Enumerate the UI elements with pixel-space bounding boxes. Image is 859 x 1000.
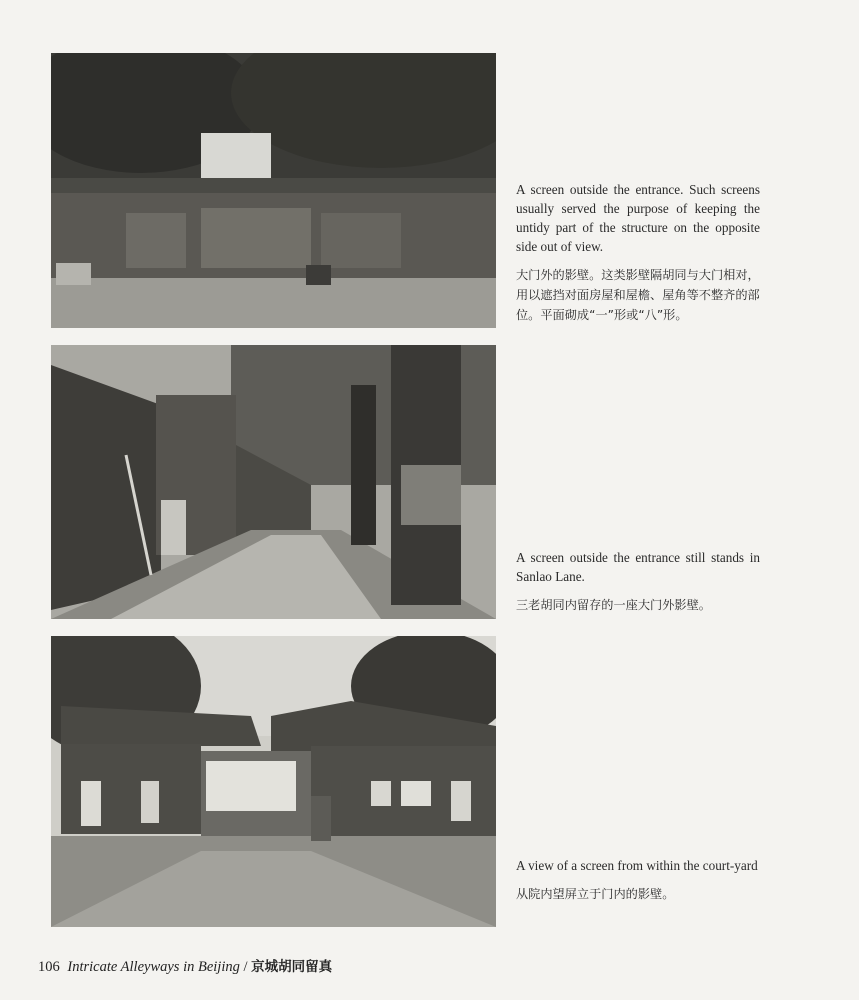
caption-courtyard [516,856,760,904]
sanlao-lane-photo [51,345,496,619]
screen-wall-street-photo [51,53,496,328]
caption-chinese: 大门外的影壁。这类影壁隔胡同与大门相对，用以遮挡对面房屋和屋檐、屋角等不整齐的部位。平面砌成“一”形或“⼋”形。 [516,268,760,322]
caption-english: A screen outside the entrance still stands in Sanlao Lane. [516,550,760,584]
page-number: 106 [38,959,60,975]
caption-screen-wall [516,180,760,325]
caption-sanlao-lane [516,548,760,615]
caption-english: A view of a screen from within the court-yard [516,858,758,873]
courtyard-screen-photo [51,636,496,927]
caption-english: A screen outside the entrance. Such screens usually served the purpose of keeping the untidy part of the structure on the opposite side out of view. [516,182,760,254]
book-title: Intricate Alleyways in Beijing [67,959,240,975]
book-title-chinese: 京城胡同留真 [251,959,333,975]
page-footer [38,955,332,976]
caption-chinese: 三老胡同内留存的一座大门外影壁。 [516,598,711,612]
title-separator: / [243,959,248,975]
courtyard-screen-illustration [51,636,496,927]
sanlao-lane-illustration [51,345,496,619]
screen-wall-street-illustration [51,53,496,328]
caption-chinese: 从院内望屏立于门内的影壁。 [516,887,675,901]
